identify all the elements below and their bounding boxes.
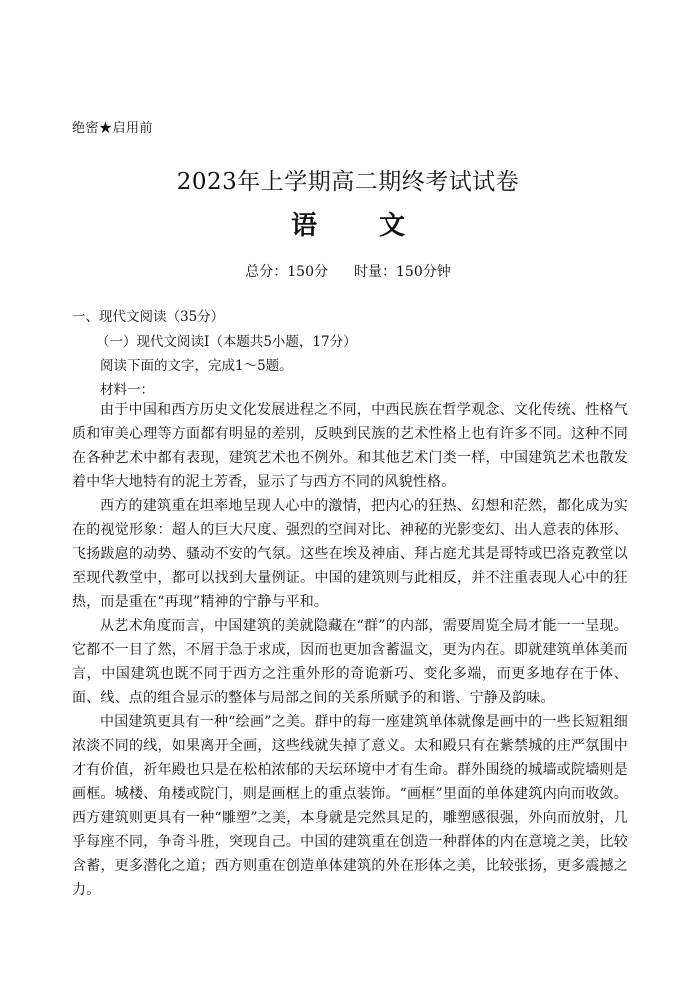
material-label: 材料一：	[100, 382, 154, 398]
paragraph: 由于中国和西方历史文化发展进程之不同，中西民族在哲学观念、文化传统、性格气质和审美心理等方面都有明显的差别，反映到民族的艺术性格上也有许多不同。这种不同在各种艺术中都有表现，建筑艺术也不例外。和其他艺术门类一样，中国建筑艺术也散发着中华大地特有的泥土芳香，显示了与西方不同的风貌性格。	[72, 402, 628, 490]
section-heading: 一、现代文阅读（35分）	[72, 309, 225, 325]
subject-title	[0, 205, 696, 242]
exam-title: 2023年上学期高二期终考试试卷	[176, 169, 520, 195]
paragraph: 西方的建筑重在坦率地呈现人心中的激情，把内心的狂热、幻想和茫然，都化成为实在的视觉形象：超人的巨大尺度、强烈的空间对比、神秘的光影变幻、出人意表的体形、飞扬跋扈的动势、骚动不安的气氛。这些在埃及神庙、拜占庭尤其是哥特或巴洛克教堂以至现代教堂中，都可以找到大量例证。中国的建筑则与此相反，并不注重表现人心中的狂热，而是重在“再现”精神的宁静与平和。	[72, 498, 628, 610]
subject-char-right: 文	[379, 211, 406, 241]
sub-section-heading: （一）现代文阅读Ⅰ（本题共5小题，17分）	[96, 334, 357, 350]
article-body	[72, 398, 628, 902]
exam-meta	[0, 261, 696, 281]
secret-mark: 绝密★启用前	[72, 121, 154, 136]
subject-char-left: 语	[290, 211, 317, 241]
paragraph: 从艺术角度而言，中国建筑的美就隐藏在“群”的内部，需要周览全局才能一一呈现。它都不一目了然，不屑于急于求成，因而也更加含蓄温文，更为内在。即就建筑单体美而言，中国建筑也既不同于西方之注重外形的奇诡新巧、变化多端，而更多地存在于体、面、线、点的组合显示的整体与局部之间的关系所赋予的和谐、宁静及韵味。	[72, 618, 628, 706]
exam-duration: 时量：150分钟	[354, 264, 451, 280]
total-score: 总分：150分	[245, 264, 328, 280]
paragraph: 中国建筑更具有一种“绘画”之美。群中的每一座建筑单体就像是画中的一些长短粗细浓淡不同的线，如果离开全画，这些线就失掉了意义。太和殿只有在紫禁城的庄严氛围中才有价值，祈年殿也只是在松柏浓郁的天坛环境中才有生命。群外围绕的城墙或院墙则是画框。城楼、角楼或院门，则是画框上的重点装饰。“画框”里面的单体建筑内向而收敛。西方建筑则更具有一种“雕塑”之美，本身就是完然具足的，雕塑感很强，外向而放射，几乎每座不同，争奇斗胜，突现自己。中国的建筑重在创造一种群体的内在意境之美，比较含蓄，更多潜化之道；西方则重在创造单体建筑的外在形体之美，比较张扬，更多震撼之力。	[72, 714, 628, 898]
reading-instruction: 阅读下面的文字，完成1～5题。	[100, 358, 293, 374]
